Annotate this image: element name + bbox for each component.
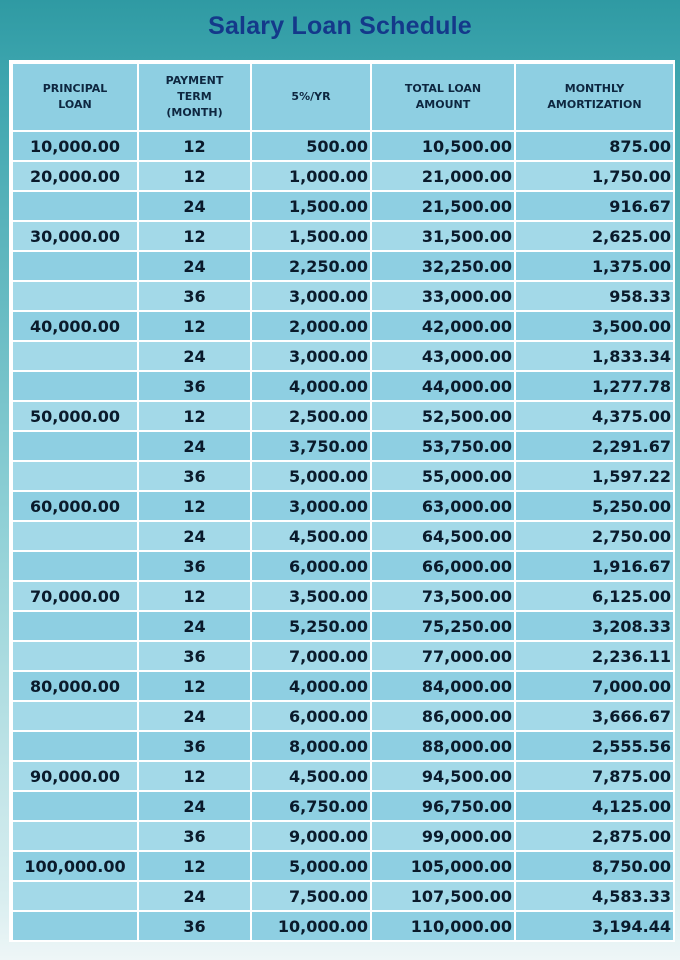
cell-interest: 1,500.00: [251, 191, 371, 221]
loan-schedule-table-container: [9, 60, 675, 942]
cell-total-loan-amount: 66,000.00: [371, 551, 515, 581]
table-row: [12, 281, 674, 311]
cell-interest: 9,000.00: [251, 821, 371, 851]
cell-payment-term: 12: [138, 761, 251, 791]
cell-total-loan-amount: 88,000.00: [371, 731, 515, 761]
cell-total-loan-amount: 86,000.00: [371, 701, 515, 731]
cell-principal-loan: [12, 791, 138, 821]
cell-total-loan-amount: 53,750.00: [371, 431, 515, 461]
cell-interest: 500.00: [251, 131, 371, 161]
cell-principal-loan: [12, 551, 138, 581]
cell-payment-term: 24: [138, 341, 251, 371]
cell-payment-term: 12: [138, 221, 251, 251]
cell-payment-term: 24: [138, 251, 251, 281]
cell-monthly-amortization: 2,236.11: [515, 641, 674, 671]
cell-interest: 3,500.00: [251, 581, 371, 611]
cell-monthly-amortization: 2,291.67: [515, 431, 674, 461]
cell-interest: 2,500.00: [251, 401, 371, 431]
cell-principal-loan: [12, 371, 138, 401]
cell-principal-loan: [12, 251, 138, 281]
cell-principal-loan: 20,000.00: [12, 161, 138, 191]
cell-total-loan-amount: 96,750.00: [371, 791, 515, 821]
cell-interest: 8,000.00: [251, 731, 371, 761]
cell-total-loan-amount: 44,000.00: [371, 371, 515, 401]
page-title: Salary Loan Schedule: [208, 12, 472, 40]
cell-interest: 4,000.00: [251, 371, 371, 401]
table-row: [12, 551, 674, 581]
table-row: [12, 641, 674, 671]
cell-principal-loan: [12, 341, 138, 371]
cell-interest: 4,500.00: [251, 761, 371, 791]
cell-total-loan-amount: 110,000.00: [371, 911, 515, 941]
cell-monthly-amortization: 1,277.78: [515, 371, 674, 401]
cell-payment-term: 36: [138, 821, 251, 851]
cell-monthly-amortization: 1,750.00: [515, 161, 674, 191]
cell-monthly-amortization: 1,597.22: [515, 461, 674, 491]
cell-interest: 3,000.00: [251, 491, 371, 521]
cell-total-loan-amount: 42,000.00: [371, 311, 515, 341]
cell-monthly-amortization: 3,500.00: [515, 311, 674, 341]
cell-total-loan-amount: 75,250.00: [371, 611, 515, 641]
cell-monthly-amortization: 4,583.33: [515, 881, 674, 911]
cell-monthly-amortization: 958.33: [515, 281, 674, 311]
cell-principal-loan: [12, 461, 138, 491]
cell-total-loan-amount: 63,000.00: [371, 491, 515, 521]
cell-monthly-amortization: 875.00: [515, 131, 674, 161]
cell-payment-term: 12: [138, 851, 251, 881]
table-row: [12, 311, 674, 341]
cell-payment-term: 36: [138, 641, 251, 671]
cell-interest: 5,000.00: [251, 851, 371, 881]
cell-payment-term: 12: [138, 491, 251, 521]
cell-total-loan-amount: 73,500.00: [371, 581, 515, 611]
cell-total-loan-amount: 10,500.00: [371, 131, 515, 161]
cell-payment-term: 12: [138, 401, 251, 431]
table-row: [12, 491, 674, 521]
loan-schedule-table: [11, 62, 675, 942]
table-row: [12, 701, 674, 731]
cell-payment-term: 12: [138, 161, 251, 191]
cell-payment-term: 24: [138, 611, 251, 641]
cell-monthly-amortization: 4,125.00: [515, 791, 674, 821]
cell-principal-loan: [12, 701, 138, 731]
cell-total-loan-amount: 21,500.00: [371, 191, 515, 221]
table-row: [12, 401, 674, 431]
cell-total-loan-amount: 99,000.00: [371, 821, 515, 851]
table-row: [12, 191, 674, 221]
cell-total-loan-amount: 33,000.00: [371, 281, 515, 311]
cell-interest: 3,000.00: [251, 341, 371, 371]
cell-interest: 4,000.00: [251, 671, 371, 701]
cell-payment-term: 36: [138, 371, 251, 401]
cell-total-loan-amount: 105,000.00: [371, 851, 515, 881]
cell-principal-loan: [12, 821, 138, 851]
cell-payment-term: 12: [138, 671, 251, 701]
table-body: [12, 131, 674, 941]
cell-interest: 2,000.00: [251, 311, 371, 341]
cell-principal-loan: 50,000.00: [12, 401, 138, 431]
cell-principal-loan: [12, 521, 138, 551]
cell-payment-term: 24: [138, 881, 251, 911]
table-row: [12, 731, 674, 761]
cell-total-loan-amount: 43,000.00: [371, 341, 515, 371]
cell-payment-term: 12: [138, 311, 251, 341]
table-row: [12, 761, 674, 791]
cell-interest: 1,500.00: [251, 221, 371, 251]
cell-monthly-amortization: 2,555.56: [515, 731, 674, 761]
table-row: [12, 221, 674, 251]
cell-principal-loan: 70,000.00: [12, 581, 138, 611]
cell-total-loan-amount: 52,500.00: [371, 401, 515, 431]
cell-monthly-amortization: 3,208.33: [515, 611, 674, 641]
title-bar: [0, 0, 680, 58]
cell-payment-term: 12: [138, 581, 251, 611]
cell-total-loan-amount: 21,000.00: [371, 161, 515, 191]
cell-interest: 5,000.00: [251, 461, 371, 491]
cell-interest: 1,000.00: [251, 161, 371, 191]
cell-interest: 2,250.00: [251, 251, 371, 281]
cell-payment-term: 24: [138, 701, 251, 731]
cell-principal-loan: 30,000.00: [12, 221, 138, 251]
cell-total-loan-amount: 84,000.00: [371, 671, 515, 701]
cell-interest: 6,750.00: [251, 791, 371, 821]
cell-monthly-amortization: 3,666.67: [515, 701, 674, 731]
cell-principal-loan: 100,000.00: [12, 851, 138, 881]
cell-monthly-amortization: 1,916.67: [515, 551, 674, 581]
table-row: [12, 791, 674, 821]
header-total-loan-amount: TOTAL LOAN AMOUNT: [371, 63, 515, 131]
table-row: [12, 431, 674, 461]
cell-payment-term: 24: [138, 521, 251, 551]
cell-interest: 4,500.00: [251, 521, 371, 551]
header-interest-rate: 5%/YR: [251, 63, 371, 131]
cell-payment-term: 36: [138, 281, 251, 311]
cell-interest: 10,000.00: [251, 911, 371, 941]
cell-principal-loan: [12, 191, 138, 221]
cell-total-loan-amount: 64,500.00: [371, 521, 515, 551]
table-row: [12, 161, 674, 191]
cell-total-loan-amount: 31,500.00: [371, 221, 515, 251]
cell-total-loan-amount: 107,500.00: [371, 881, 515, 911]
cell-monthly-amortization: 2,625.00: [515, 221, 674, 251]
cell-interest: 6,000.00: [251, 701, 371, 731]
table-row: [12, 461, 674, 491]
cell-monthly-amortization: 4,375.00: [515, 401, 674, 431]
cell-monthly-amortization: 2,875.00: [515, 821, 674, 851]
cell-principal-loan: 80,000.00: [12, 671, 138, 701]
cell-total-loan-amount: 32,250.00: [371, 251, 515, 281]
cell-monthly-amortization: 916.67: [515, 191, 674, 221]
cell-total-loan-amount: 94,500.00: [371, 761, 515, 791]
cell-principal-loan: [12, 281, 138, 311]
cell-total-loan-amount: 77,000.00: [371, 641, 515, 671]
cell-interest: 5,250.00: [251, 611, 371, 641]
cell-payment-term: 36: [138, 551, 251, 581]
table-row: [12, 671, 674, 701]
table-row: [12, 131, 674, 161]
cell-interest: 7,500.00: [251, 881, 371, 911]
cell-monthly-amortization: 1,375.00: [515, 251, 674, 281]
cell-principal-loan: 90,000.00: [12, 761, 138, 791]
cell-payment-term: 36: [138, 731, 251, 761]
table-row: [12, 821, 674, 851]
cell-payment-term: 24: [138, 191, 251, 221]
table-row: [12, 911, 674, 941]
cell-payment-term: 36: [138, 911, 251, 941]
cell-interest: 7,000.00: [251, 641, 371, 671]
table-header: [12, 63, 674, 131]
cell-monthly-amortization: 8,750.00: [515, 851, 674, 881]
cell-payment-term: 36: [138, 461, 251, 491]
header-principal-loan: PRINCIPAL LOAN: [12, 63, 138, 131]
cell-principal-loan: [12, 611, 138, 641]
cell-principal-loan: 10,000.00: [12, 131, 138, 161]
cell-interest: 3,000.00: [251, 281, 371, 311]
header-monthly-amortization: MONTHLY AMORTIZATION: [515, 63, 674, 131]
table-row: [12, 611, 674, 641]
header-payment-term: PAYMENT TERM (MONTH): [138, 63, 251, 131]
cell-payment-term: 24: [138, 431, 251, 461]
cell-principal-loan: [12, 911, 138, 941]
cell-monthly-amortization: 5,250.00: [515, 491, 674, 521]
cell-monthly-amortization: 7,000.00: [515, 671, 674, 701]
cell-monthly-amortization: 7,875.00: [515, 761, 674, 791]
cell-payment-term: 12: [138, 131, 251, 161]
header-row: [12, 63, 674, 131]
table-row: [12, 251, 674, 281]
table-row: [12, 371, 674, 401]
cell-principal-loan: [12, 641, 138, 671]
table-row: [12, 521, 674, 551]
cell-principal-loan: 40,000.00: [12, 311, 138, 341]
table-row: [12, 881, 674, 911]
cell-monthly-amortization: 1,833.34: [515, 341, 674, 371]
cell-monthly-amortization: 2,750.00: [515, 521, 674, 551]
cell-monthly-amortization: 6,125.00: [515, 581, 674, 611]
cell-interest: 3,750.00: [251, 431, 371, 461]
cell-principal-loan: [12, 431, 138, 461]
table-row: [12, 341, 674, 371]
table-row: [12, 581, 674, 611]
cell-interest: 6,000.00: [251, 551, 371, 581]
cell-principal-loan: [12, 881, 138, 911]
table-row: [12, 851, 674, 881]
cell-principal-loan: [12, 731, 138, 761]
cell-payment-term: 24: [138, 791, 251, 821]
cell-principal-loan: 60,000.00: [12, 491, 138, 521]
cell-total-loan-amount: 55,000.00: [371, 461, 515, 491]
cell-monthly-amortization: 3,194.44: [515, 911, 674, 941]
